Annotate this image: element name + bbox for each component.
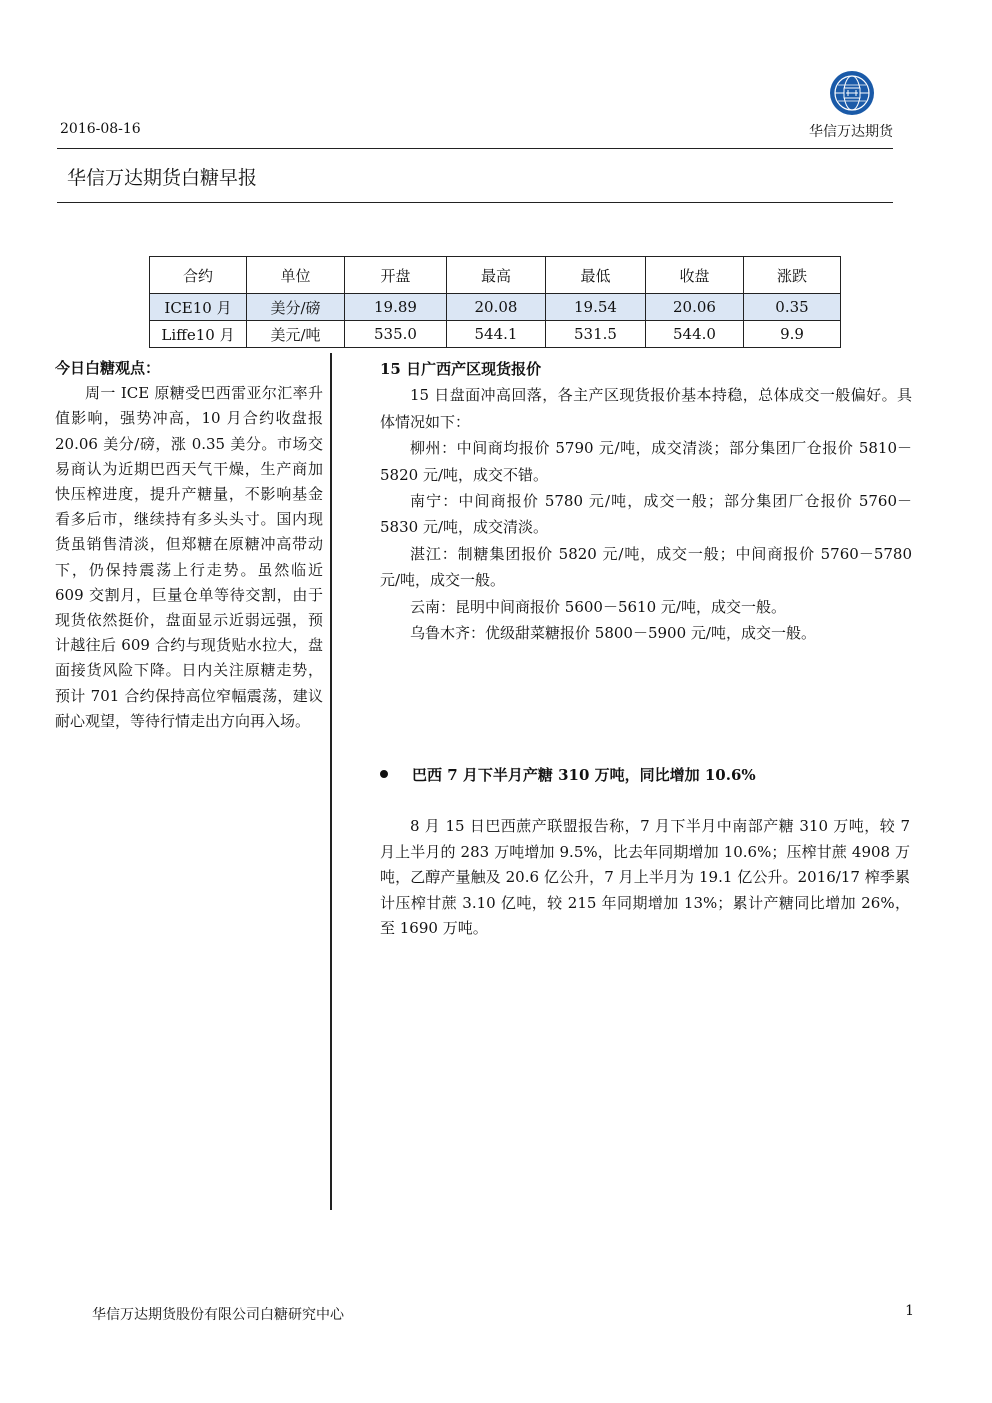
table-cell: 美元/吨 — [247, 321, 345, 348]
table-cell: 544.0 — [646, 321, 744, 348]
table-row — [150, 294, 841, 321]
table-cell: 美分/磅 — [247, 294, 345, 321]
company-logo — [829, 70, 875, 116]
footer-company: 华信万达期货股份有限公司白糖研究中心 — [92, 1307, 344, 1323]
header-divider — [57, 148, 893, 149]
table-cell: 19.54 — [546, 294, 646, 321]
spot-price-paragraph: 南宁：中间商报价 5780 元/吨，成交一般；部分集团厂仓报价 5760－5830 元/吨，成交清淡。 — [380, 492, 912, 537]
table-cell: ICE10 月 — [150, 294, 247, 321]
table-cell: 19.89 — [345, 294, 447, 321]
market-view-body: 周一 ICE 原糖受巴西雷亚尔汇率升值影响，强势冲高，10 月合约收盘报 20.06 美分/磅，涨 0.35 美分。市场交易商认为近期巴西天气干燥，生产商加快压榨进度，提升产糖量，不影响基金看多后市，继续持有多头头寸。国内现货虽销售清淡，但郑糖在原糖冲高带动下，仍保持震荡上行走势。虽然临近 609 交割月，巨量仓单等待交割，由于现货依然挺价，盘面显示近弱远强，预计越往后 609 合约与现货贴水拉大，盘面接货风险下降。日内关注原糖走势，预计 701 合约保持高位窄幅震荡，建议耐心观望，等待行情走出方向再入场。 — [55, 384, 323, 730]
table-header-cell: 合约 — [150, 257, 247, 294]
market-view-section — [55, 356, 323, 734]
news-title: 巴西 7 月下半月产糖 310 万吨，同比增加 10.6% — [412, 766, 756, 784]
table-header-cell: 涨跌 — [744, 257, 841, 294]
table-cell: 9.9 — [744, 321, 841, 348]
news-section — [380, 814, 910, 942]
news-body: 8 月 15 日巴西蔗产联盟报告称，7 月下半月中南部产糖 310 万吨，较 7 月上半月的 283 万吨增加 9.5%，比去年同期增加 10.6%；压榨甘蔗 4908 万吨，乙醇产量触及 20.6 亿公升，7 月上半月为 19.1 亿公升。2016/17 榨季累计压榨甘蔗 3.10 亿吨，较 215 年同期增加 13%；累计产糖同比增加 26%，至 1690 万吨。 — [380, 817, 910, 938]
table-cell: 20.06 — [646, 294, 744, 321]
table-cell: 544.1 — [447, 321, 546, 348]
spot-price-paragraph: 乌鲁木齐：优级甜菜糖报价 5800－5900 元/吨，成交一般。 — [410, 624, 816, 643]
spot-price-title: 15 日广西产区现货报价 — [380, 360, 542, 378]
table-row — [150, 321, 841, 348]
market-view-title: 今日白糖观点： — [55, 359, 161, 377]
report-title: 华信万达期货白糖早报 — [67, 167, 258, 189]
table-header-cell: 最低 — [546, 257, 646, 294]
spot-price-paragraph: 云南：昆明中间商报价 5600－5610 元/吨，成交一般。 — [410, 597, 786, 616]
report-date: 2016-08-16 — [60, 121, 141, 137]
table-header-cell: 收盘 — [646, 257, 744, 294]
table-cell: 531.5 — [546, 321, 646, 348]
spot-price-paragraph: 柳州：中间商均报价 5790 元/吨，成交清淡；部分集团厂仓报价 5810－5820 元/吨，成交不错。 — [380, 439, 912, 484]
column-divider — [330, 353, 332, 1210]
table-header-cell: 单位 — [247, 257, 345, 294]
table-cell: 535.0 — [345, 321, 447, 348]
header-company-name: 华信万达期货 — [809, 124, 893, 140]
price-table — [149, 256, 841, 348]
table-cell: 0.35 — [744, 294, 841, 321]
table-header-cell: 开盘 — [345, 257, 447, 294]
table-cell: 20.08 — [447, 294, 546, 321]
spot-price-paragraph: 湛江：制糖集团报价 5820 元/吨，成交一般；中间商报价 5760－5780 元/吨，成交一般。 — [380, 544, 912, 590]
table-header-row — [150, 257, 841, 294]
globe-logo-icon — [829, 70, 875, 116]
spot-price-paragraph: 15 日盘面冲高回落，各主产区现货报价基本持稳，总体成交一般偏好。具体情况如下： — [380, 386, 912, 431]
table-header-cell: 最高 — [447, 257, 546, 294]
news-headline — [380, 764, 910, 785]
page-number: 1 — [905, 1303, 914, 1319]
bullet-dot-icon — [380, 770, 388, 778]
spot-price-section — [380, 356, 912, 646]
title-divider — [57, 202, 893, 203]
table-cell: Liffe10 月 — [150, 321, 247, 348]
